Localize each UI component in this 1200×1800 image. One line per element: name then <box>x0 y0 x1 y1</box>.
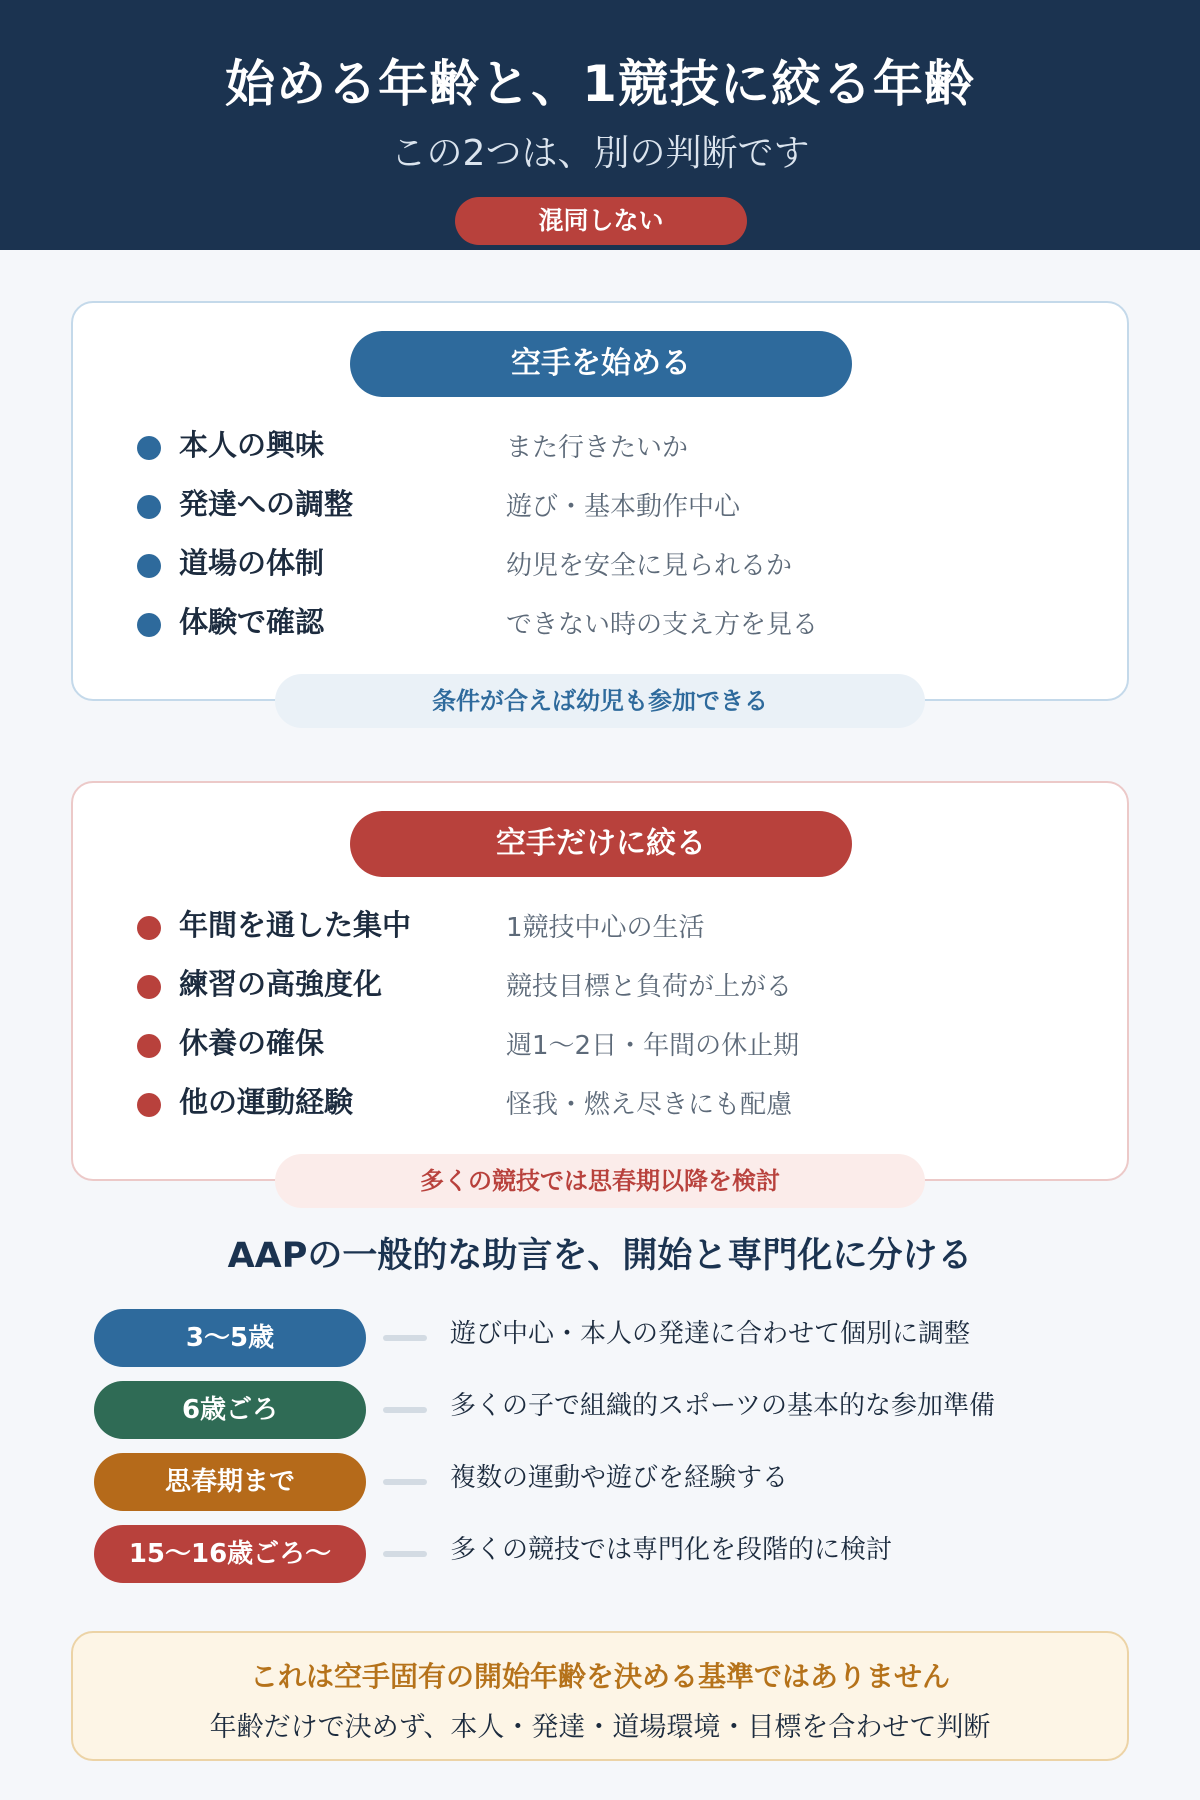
aap-section-heading: AAPの一般的な助言を、開始と専門化に分ける <box>227 1236 973 1276</box>
criterion-desc: 怪我・燃え尽きにも配慮 <box>506 1090 793 1120</box>
age-description: 複数の運動や遊びを経験する <box>450 1463 789 1493</box>
list-item <box>73 960 1127 1019</box>
list-item <box>0 1309 1200 1381</box>
focus-card-heading: 空手だけに絞る <box>350 811 852 877</box>
age-pill: 思春期まで <box>94 1453 366 1511</box>
connector-dash <box>383 1551 427 1557</box>
bullet-dot-icon <box>137 554 161 578</box>
bullet-dot-icon <box>137 1034 161 1058</box>
bullet-dot-icon <box>137 613 161 637</box>
criterion-label: 道場の体制 <box>179 546 325 580</box>
criterion-desc: 競技目標と負荷が上がる <box>506 972 793 1002</box>
age-pill: 15〜16歳ごろ〜 <box>94 1525 366 1583</box>
disclaimer-box <box>71 1631 1129 1761</box>
age-pill: 3〜5歳 <box>94 1309 366 1367</box>
age-description: 多くの子で組織的スポーツの基本的な参加準備 <box>450 1391 995 1421</box>
list-item <box>73 421 1127 480</box>
criterion-desc: できない時の支え方を見る <box>506 610 819 640</box>
list-item <box>73 1019 1127 1078</box>
page-title: 始める年齢と、1競技に絞る年齢 <box>225 55 975 113</box>
age-guideline-list <box>0 1309 1200 1597</box>
criterion-desc: 遊び・基本動作中心 <box>506 492 741 522</box>
criterion-label: 他の運動経験 <box>179 1085 354 1119</box>
bullet-dot-icon <box>137 1093 161 1117</box>
criterion-label: 体験で確認 <box>179 605 325 639</box>
list-item <box>0 1381 1200 1453</box>
start-card <box>71 301 1129 701</box>
criterion-label: 発達への調整 <box>179 487 354 521</box>
age-pill: 6歳ごろ <box>94 1381 366 1439</box>
page-subtitle: この2つは、別の判断です <box>390 133 810 174</box>
list-item <box>73 598 1127 657</box>
criterion-desc: 幼児を安全に見られるか <box>506 551 793 581</box>
criterion-label: 練習の高強度化 <box>179 967 383 1001</box>
bullet-dot-icon <box>137 436 161 460</box>
header-banner <box>0 0 1200 250</box>
criterion-desc: 1競技中心の生活 <box>506 913 705 943</box>
age-description: 遊び中心・本人の発達に合わせて個別に調整 <box>450 1319 971 1349</box>
list-item <box>73 539 1127 598</box>
list-item <box>73 1078 1127 1137</box>
disclaimer-title: これは空手固有の開始年齢を決める基準ではありません <box>249 1660 950 1693</box>
start-card-note: 条件が合えば幼児も参加できる <box>275 674 925 728</box>
bullet-dot-icon <box>137 916 161 940</box>
bullet-dot-icon <box>137 975 161 999</box>
criterion-desc: また行きたいか <box>506 433 689 463</box>
connector-dash <box>383 1479 427 1485</box>
disclaimer-text: 年齢だけで決めず、本人・発達・道場環境・目標を合わせて判断 <box>209 1712 991 1743</box>
connector-dash <box>383 1335 427 1341</box>
start-criteria-list <box>73 421 1127 657</box>
focus-criteria-list <box>73 901 1127 1137</box>
age-description: 多くの競技では専門化を段階的に検討 <box>450 1535 893 1565</box>
criterion-label: 休養の確保 <box>179 1026 325 1060</box>
list-item <box>0 1453 1200 1525</box>
criterion-desc: 週1〜2日・年間の休止期 <box>506 1031 800 1061</box>
list-item <box>73 480 1127 539</box>
start-card-heading: 空手を始める <box>350 331 852 397</box>
criterion-label: 年間を通した集中 <box>179 908 412 942</box>
focus-card-note: 多くの競技では思春期以降を検討 <box>275 1154 925 1208</box>
bullet-dot-icon <box>137 495 161 519</box>
connector-dash <box>383 1407 427 1413</box>
warning-badge: 混同しない <box>455 197 747 245</box>
criterion-label: 本人の興味 <box>179 428 325 462</box>
focus-card <box>71 781 1129 1181</box>
list-item <box>0 1525 1200 1597</box>
list-item <box>73 901 1127 960</box>
